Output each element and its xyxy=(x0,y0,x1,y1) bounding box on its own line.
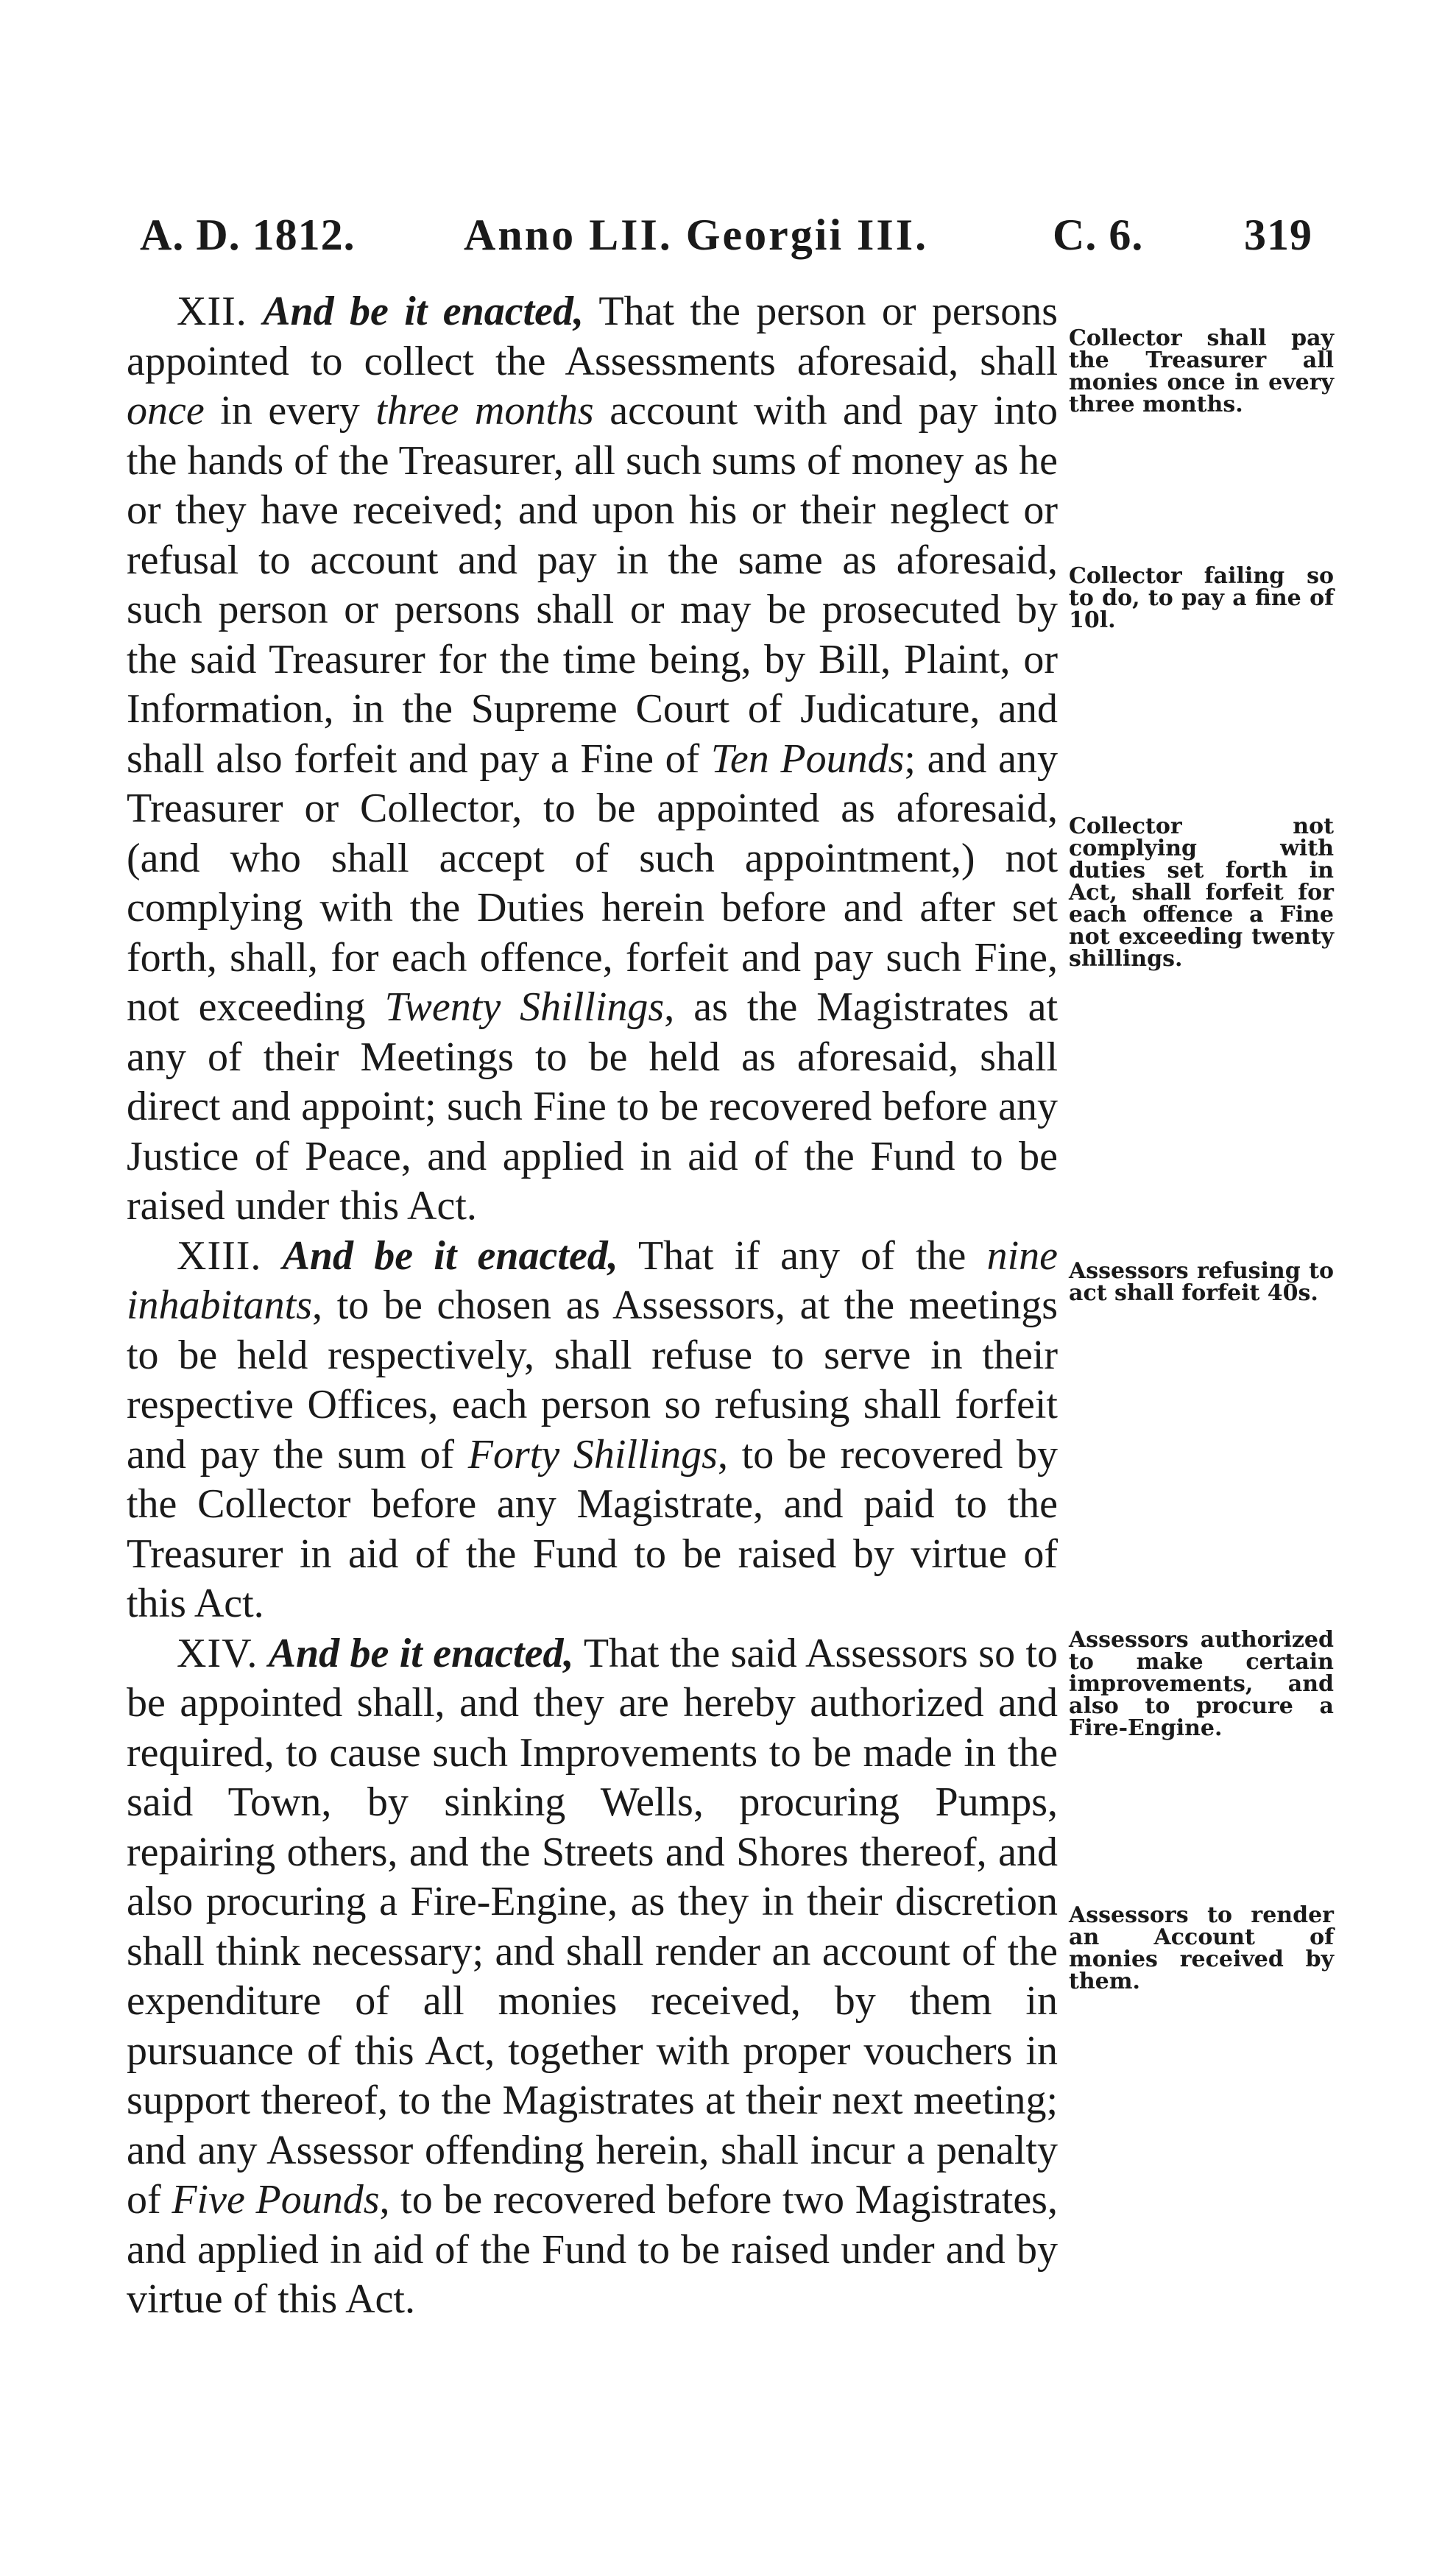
enacting-clause: And be it enacted, xyxy=(263,289,584,334)
section-xiii xyxy=(127,1232,1058,1629)
header-chapter: C. 6. xyxy=(1053,211,1144,259)
section-text: , to be recovered before two Magistrates, and applied in aid of the Fund to be raised under and by virtue of this Act. xyxy=(127,2177,1058,2322)
section-text: in every xyxy=(204,388,376,434)
section-number: XIII. xyxy=(177,1232,262,1279)
emphasis-text: nine inhabitants xyxy=(127,1232,1058,1328)
running-header xyxy=(140,210,1332,269)
margin-note: Collector failing so to do, to pay a fine of 10l. xyxy=(1069,563,1334,633)
header-title: Anno LII. Georgii III. xyxy=(464,211,929,259)
section-text: ; and any Treasurer or Collector, to be appointed as aforesaid, (and who shall accept of such appointment,) not complying with the Duties herein before and after set forth, shall, for each offence, forfeit and pay such Fine, not exceeding xyxy=(127,735,1058,1030)
enacting-clause: And be it enacted, xyxy=(268,1630,574,1676)
section-text: , to be chosen as Assessors, at the meetings to be held respectively, shall refuse to serve in their respective Offices, each person so refusing shall forfeit and pay the sum of xyxy=(127,1282,1058,1478)
enacting-clause: And be it enacted, xyxy=(282,1232,618,1279)
emphasis-text: once xyxy=(127,388,205,434)
section-xii xyxy=(127,287,1058,1232)
section-xiv xyxy=(127,1629,1058,2325)
emphasis-text: three months xyxy=(375,388,594,434)
emphasis-text: Five Pounds xyxy=(172,2177,380,2223)
margin-note: Assessors authorized to make certain improvements, and also to procure a Fire-Engine. xyxy=(1069,1627,1334,1741)
section-text: , as the Magistrates at any of their Meetings to be held as aforesaid, shall direct and appoint; such Fine to be recovered before any Justice of Peace, and applied in aid of the Fund to be raised under this Act. xyxy=(127,984,1059,1229)
margin-note: Assessors to render an Account of monies received by them. xyxy=(1069,1902,1334,1994)
section-text: , to be recovered by the Collector before any Magistrate, and paid to the Treasurer in aid of the Fund to be raised by virtue of this Act. xyxy=(127,1431,1058,1626)
section-text: That the said Assessors so to be appointed shall, and they are hereby authorized and required, to cause such Improvements to be made in the said Town, by sinking Wells, procuring Pumps, repairing others, and the Streets and Shores thereof, and also procuring a Fire-Engine, as they in their discretion shall think necessary; and shall render an account of the expenditure of all monies received, by them in pursuance of this Act, together with proper vouchers in support thereof, to the Magistrates at their next meeting; and any Assessor offending herein, shall incur a penalty of xyxy=(127,1630,1059,2223)
section-number: XII. xyxy=(177,289,247,334)
statute-body xyxy=(127,287,1058,2325)
section-number: XIV. xyxy=(177,1630,258,1676)
margin-note: Collector not complying with duties set forth in Act, shall forfeit for each offence a Fine not exceeding twenty shillings. xyxy=(1069,813,1334,972)
section-text: account with and pay into the hands of the Treasurer, all such sums of money as he or they have received; and upon his or their neglect or refusal to account and pay in the same as aforesaid, such person or persons shall or may be prosecuted by the said Treasurer for the time being, by Bill, Plaint, or Information, in the Supreme Court of Judicature, and shall also forfeit and pay a Fine of xyxy=(127,388,1058,782)
section-text: That the person or persons appointed to collect the Assessments aforesaid, shall xyxy=(127,289,1058,384)
emphasis-text: Twenty Shillings xyxy=(384,984,665,1030)
header-year: A. D. 1812. xyxy=(140,211,356,259)
emphasis-text: Ten Pounds xyxy=(710,735,905,782)
section-text: That if any of the xyxy=(618,1232,987,1279)
page-number: 319 xyxy=(1244,211,1312,259)
margin-note: Collector shall pay the Treasurer all monies once in every three months. xyxy=(1069,325,1334,417)
emphasis-text: Forty Shillings xyxy=(467,1431,718,1478)
margin-note: Assessors refusing to act shall forfeit 40s. xyxy=(1069,1258,1334,1306)
